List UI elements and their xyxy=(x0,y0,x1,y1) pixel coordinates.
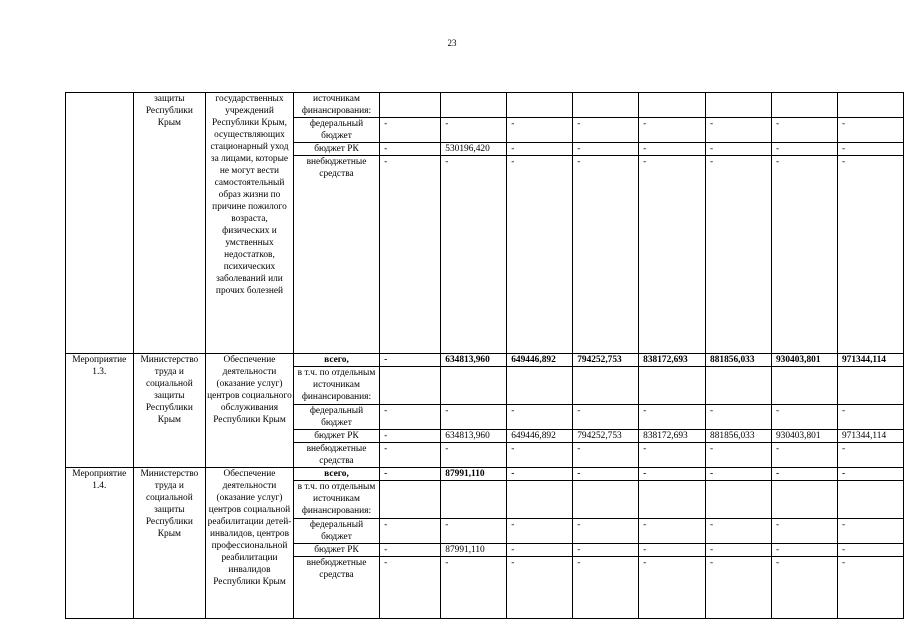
value-cell: - xyxy=(573,519,639,544)
source-cell: всего, xyxy=(293,468,379,481)
value-cell: - xyxy=(706,519,772,544)
source-cell: федеральный бюджет xyxy=(293,118,379,143)
value-cell: - xyxy=(706,156,772,354)
value-cell: - xyxy=(837,557,903,619)
executor-cell: Министерство труда и социальной защиты Республики Крым xyxy=(133,354,205,468)
executor-cell: Министерство труда и социальной защиты Республики Крым xyxy=(133,468,205,619)
value-cell: - xyxy=(639,156,706,354)
executor-cell: защиты Республики Крым xyxy=(133,93,205,354)
value-cell xyxy=(771,93,837,118)
value-cell: - xyxy=(507,443,573,468)
value-cell: - xyxy=(706,405,772,430)
value-cell xyxy=(639,93,706,118)
table-row xyxy=(66,468,904,481)
value-cell: - xyxy=(573,156,639,354)
value-cell: - xyxy=(380,544,441,557)
value-cell: - xyxy=(507,468,573,481)
value-cell xyxy=(441,481,507,519)
value-cell: - xyxy=(706,468,772,481)
description-cell: Обеспечение деятельности (оказание услуг) центров социального обслуживания Республики Крым xyxy=(206,354,294,468)
value-cell: - xyxy=(507,544,573,557)
value-cell xyxy=(380,481,441,519)
source-cell: внебюджетные средства xyxy=(293,443,379,468)
value-cell: 930403,801 xyxy=(771,354,837,367)
value-cell xyxy=(837,93,903,118)
value-cell xyxy=(706,367,772,405)
value-cell: - xyxy=(380,156,441,354)
value-cell: 87991,110 xyxy=(441,544,507,557)
source-cell: внебюджетные средства xyxy=(293,557,379,619)
value-cell: - xyxy=(441,156,507,354)
value-cell: - xyxy=(441,118,507,143)
source-cell: внебюджетные средства xyxy=(293,156,379,354)
value-cell: - xyxy=(573,443,639,468)
value-cell xyxy=(639,481,706,519)
value-cell: 971344,114 xyxy=(837,430,903,443)
value-cell: - xyxy=(507,118,573,143)
value-cell: - xyxy=(837,519,903,544)
value-cell: - xyxy=(639,405,706,430)
value-cell: - xyxy=(771,118,837,143)
value-cell: - xyxy=(837,443,903,468)
value-cell: - xyxy=(573,118,639,143)
value-cell xyxy=(441,93,507,118)
event-cell: Мероприятие 1.3. xyxy=(66,354,134,468)
value-cell xyxy=(771,481,837,519)
value-cell: 530196,420 xyxy=(441,143,507,156)
value-cell: - xyxy=(706,443,772,468)
value-cell: - xyxy=(380,468,441,481)
value-cell: - xyxy=(441,443,507,468)
value-cell: 87991,110 xyxy=(441,468,507,481)
value-cell: 794252,753 xyxy=(573,430,639,443)
value-cell: - xyxy=(441,405,507,430)
value-cell: - xyxy=(837,118,903,143)
value-cell xyxy=(573,93,639,118)
value-cell: - xyxy=(837,156,903,354)
value-cell: - xyxy=(380,405,441,430)
page-number: 23 xyxy=(447,38,457,48)
source-cell: бюджет РК xyxy=(293,143,379,156)
value-cell: - xyxy=(771,544,837,557)
value-cell xyxy=(573,367,639,405)
value-cell: - xyxy=(639,519,706,544)
value-cell: - xyxy=(380,519,441,544)
value-cell xyxy=(706,481,772,519)
source-cell: федеральный бюджет xyxy=(293,519,379,544)
value-cell: - xyxy=(706,143,772,156)
value-cell: - xyxy=(380,143,441,156)
value-cell: - xyxy=(380,354,441,367)
source-cell: в т.ч. по отдельным источникам финансирования: xyxy=(293,367,379,405)
value-cell xyxy=(771,367,837,405)
source-cell: бюджет РК xyxy=(293,544,379,557)
value-cell: - xyxy=(507,519,573,544)
value-cell: 971344,114 xyxy=(837,354,903,367)
value-cell xyxy=(639,367,706,405)
value-cell: - xyxy=(573,544,639,557)
value-cell: 794252,753 xyxy=(573,354,639,367)
value-cell: 634813,960 xyxy=(441,354,507,367)
value-cell: - xyxy=(507,156,573,354)
value-cell xyxy=(837,367,903,405)
value-cell: - xyxy=(639,468,706,481)
event-cell: Мероприятие 1.4. xyxy=(66,468,134,619)
value-cell: 649446,892 xyxy=(507,354,573,367)
table-row xyxy=(66,93,904,118)
value-cell: - xyxy=(573,405,639,430)
value-cell: - xyxy=(380,443,441,468)
event-cell xyxy=(66,93,134,354)
value-cell: 930403,801 xyxy=(771,430,837,443)
value-cell: - xyxy=(380,557,441,619)
value-cell: - xyxy=(771,557,837,619)
source-cell: в т.ч. по отдельным источникам финансирования: xyxy=(293,481,379,519)
value-cell: - xyxy=(639,544,706,557)
value-cell: - xyxy=(706,118,772,143)
value-cell xyxy=(507,93,573,118)
value-cell: - xyxy=(706,544,772,557)
value-cell xyxy=(573,481,639,519)
value-cell: - xyxy=(771,405,837,430)
value-cell: - xyxy=(837,143,903,156)
value-cell: - xyxy=(573,468,639,481)
value-cell xyxy=(706,93,772,118)
value-cell: 838172,693 xyxy=(639,354,706,367)
value-cell: - xyxy=(639,443,706,468)
value-cell: - xyxy=(441,519,507,544)
source-cell: бюджет РК xyxy=(293,430,379,443)
value-cell: - xyxy=(573,557,639,619)
value-cell: - xyxy=(771,156,837,354)
value-cell: - xyxy=(573,143,639,156)
description-cell: государственных учреждений Республики Крым, осуществляющих стационарный уход за лицами, которые не могут вести самостоятельный образ жизни по причине пожилого возраста, физических и умственных недостатков, психических заболеваний или прочих болезней xyxy=(206,93,294,354)
source-cell: источникам финансирования: xyxy=(293,93,379,118)
value-cell: - xyxy=(771,143,837,156)
value-cell: 634813,960 xyxy=(441,430,507,443)
table-row xyxy=(66,354,904,367)
value-cell xyxy=(837,481,903,519)
value-cell: 838172,693 xyxy=(639,430,706,443)
value-cell: - xyxy=(639,143,706,156)
value-cell: - xyxy=(771,468,837,481)
value-cell: - xyxy=(639,118,706,143)
budget-table xyxy=(65,92,904,619)
value-cell xyxy=(507,367,573,405)
value-cell: - xyxy=(507,405,573,430)
value-cell: - xyxy=(837,544,903,557)
value-cell: - xyxy=(639,557,706,619)
value-cell xyxy=(380,93,441,118)
value-cell: 881856,033 xyxy=(706,354,772,367)
description-cell: Обеспечение деятельности (оказание услуг) центров социальной реабилитации детей-инвалидов, центров профессиональной реабилитации инвалидов Республики Крым xyxy=(206,468,294,619)
value-cell: - xyxy=(771,519,837,544)
value-cell: - xyxy=(380,430,441,443)
value-cell: 649446,892 xyxy=(507,430,573,443)
source-cell: федеральный бюджет xyxy=(293,405,379,430)
value-cell: - xyxy=(706,557,772,619)
value-cell: 881856,033 xyxy=(706,430,772,443)
value-cell: - xyxy=(507,143,573,156)
value-cell: - xyxy=(837,405,903,430)
value-cell xyxy=(507,481,573,519)
value-cell: - xyxy=(837,468,903,481)
value-cell: - xyxy=(771,443,837,468)
value-cell xyxy=(380,367,441,405)
value-cell xyxy=(441,367,507,405)
value-cell: - xyxy=(441,557,507,619)
source-cell: всего, xyxy=(293,354,379,367)
value-cell: - xyxy=(507,557,573,619)
value-cell: - xyxy=(380,118,441,143)
